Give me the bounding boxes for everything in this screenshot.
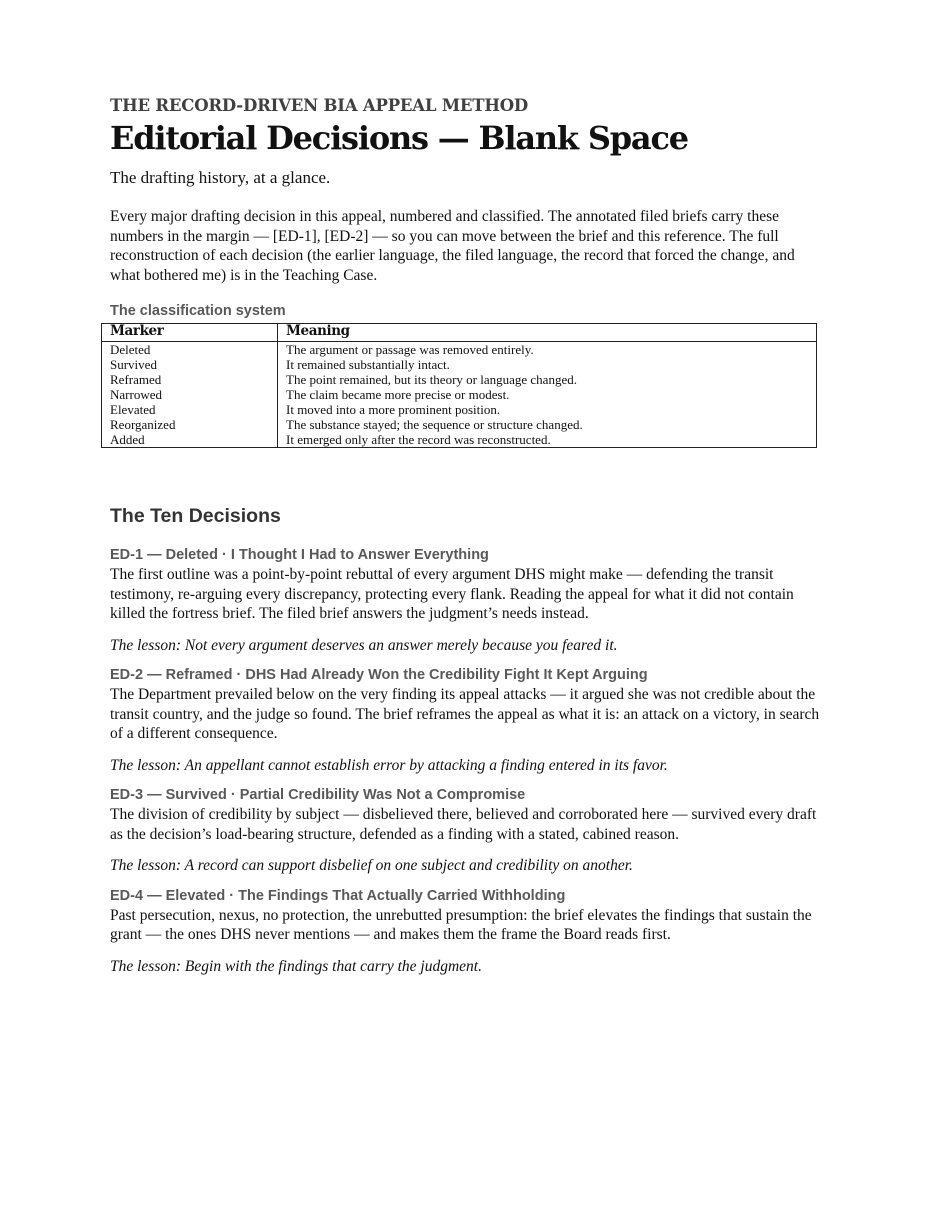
decision-heading: ED-2 — Reframed · DHS Had Already Won the Credibility Fight It Kept Arguing	[110, 667, 648, 683]
column-header-meaning: Meaning	[278, 324, 817, 342]
decision-ed-2	[110, 666, 826, 775]
meaning-cell: The claim became more precise or modest.	[278, 387, 817, 402]
table-row	[102, 387, 817, 402]
intro-paragraph: Every major drafting decision in this appeal, numbered and classified. The annotated filed briefs carry these numbers in the margin — [ED-1], [ED-2] — so you can move between the brief and this reference. The full reconstruction of each decision (the earlier language, the filed language, the record that forced the change, and what bothered me) is in the Teaching Case.	[110, 208, 795, 284]
marker-cell: Elevated	[102, 402, 278, 417]
decision-heading: ED-3 — Survived · Partial Credibility Was Not a Compromise	[110, 787, 526, 803]
decision-lesson: The lesson: A record can support disbelief on one subject and credibility on another.	[110, 857, 633, 874]
decision-heading: ED-4 — Elevated · The Findings That Actually Carried Withholding	[110, 887, 566, 904]
classification-label: The classification system	[110, 303, 286, 319]
table-row	[102, 342, 817, 358]
table-row	[102, 402, 817, 417]
decision-ed-1	[110, 546, 826, 655]
table-row	[102, 357, 817, 372]
table-row	[102, 432, 817, 448]
table-row	[102, 417, 817, 432]
marker-cell: Reframed	[102, 372, 278, 387]
decision-body: The first outline was a point-by-point rebuttal of every argument DHS might make — defending the transit testimony, re-arguing every discrepancy, protecting every flank. Reading the appeal for what it did not contain killed the fortress brief. The filed brief answers the judgment’s needs instead.	[110, 566, 794, 622]
decisions-heading: The Ten Decisions	[110, 505, 281, 527]
meaning-cell: It moved into a more prominent position.	[278, 402, 817, 417]
marker-cell: Survived	[102, 357, 278, 372]
meaning-cell: It emerged only after the record was reconstructed.	[278, 432, 817, 448]
marker-cell: Narrowed	[102, 387, 278, 402]
meaning-cell: It remained substantially intact.	[278, 357, 817, 372]
classification-table	[101, 323, 817, 448]
decision-ed-4	[110, 887, 826, 977]
meaning-cell: The substance stayed; the sequence or structure changed.	[278, 417, 817, 432]
marker-cell: Deleted	[102, 342, 278, 358]
decision-lesson: The lesson: An appellant cannot establish error by attacking a finding entered in its favor.	[110, 756, 668, 774]
page-subtitle: The drafting history, at a glance.	[110, 168, 331, 187]
series-label: THE RECORD-DRIVEN BIA APPEAL METHOD	[110, 96, 529, 115]
marker-cell: Added	[102, 432, 278, 448]
decision-ed-3	[110, 786, 826, 876]
decision-lesson: The lesson: Not every argument deserves an answer merely because you feared it.	[110, 636, 618, 654]
document-page	[110, 96, 826, 987]
decision-list	[110, 546, 826, 976]
table-header-row	[102, 324, 817, 342]
marker-cell: Reorganized	[102, 417, 278, 432]
decision-body: Past persecution, nexus, no protection, the unrebutted presumption: the brief elevates the findings that sustain the grant — the ones DHS never mentions — and makes them the frame the Board reads first.	[110, 906, 812, 943]
decision-lesson: The lesson: Begin with the findings that carry the judgment.	[110, 957, 482, 975]
meaning-cell: The point remained, but its theory or language changed.	[278, 372, 817, 387]
page-title: Editorial Decisions — Blank Space	[110, 119, 688, 157]
decision-body: The division of credibility by subject — disbelieved there, believed and corroborated here — survived every draft as the decision’s load-bearing structure, defended as a finding with a stated, cabined reason.	[110, 806, 817, 843]
meaning-cell: The argument or passage was removed entirely.	[278, 342, 817, 358]
table-row	[102, 372, 817, 387]
decision-body: The Department prevailed below on the very finding its appeal attacks — it argued she was not credible about the transit country, and the judge so found. The brief reframes the appeal as what it is: an attack on a victory, in search of a different consequence.	[110, 686, 820, 742]
decision-heading: ED-1 — Deleted · I Thought I Had to Answer Everything	[110, 547, 489, 563]
column-header-marker: Marker	[102, 324, 278, 342]
